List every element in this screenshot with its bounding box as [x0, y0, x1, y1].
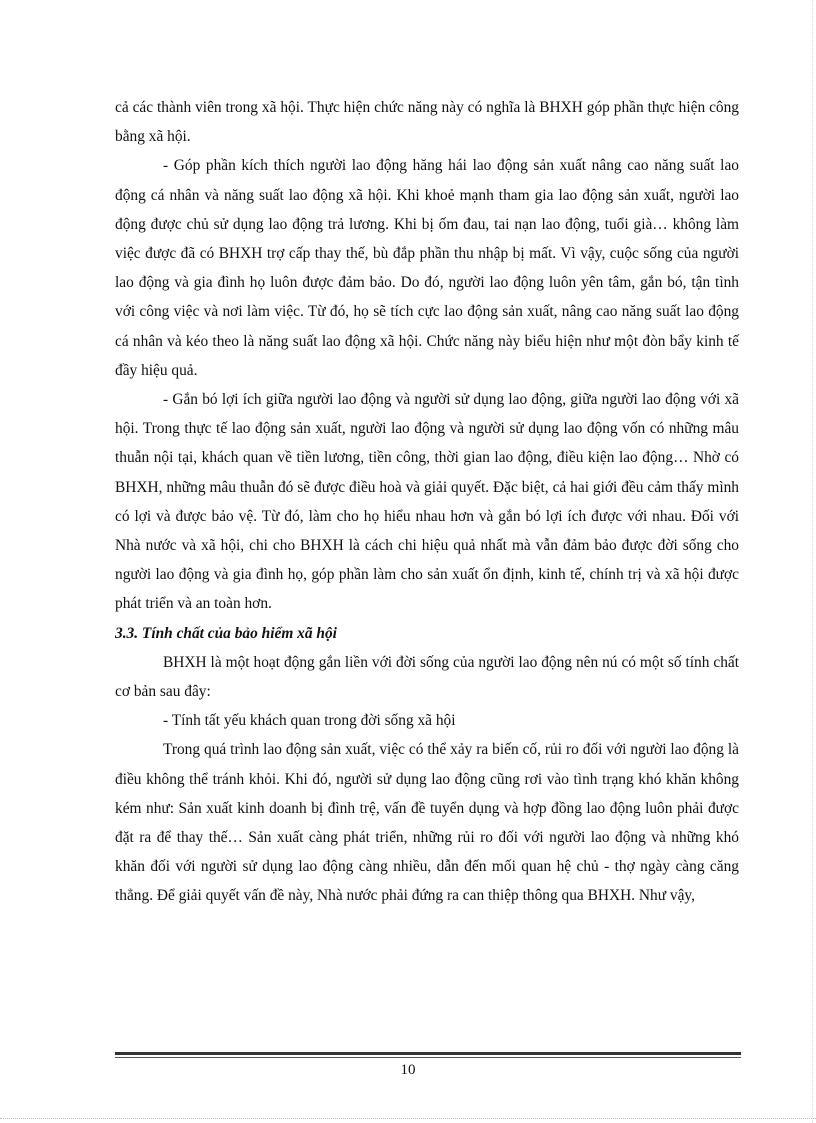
section-heading: 3.3. Tính chất của bảo hiểm xã hội [115, 624, 337, 642]
page-edge [0, 1118, 816, 1119]
document-body [115, 93, 739, 911]
paragraph-bullet: - Tính tất yếu khách quan trong đời sống xã hội [163, 712, 456, 730]
page-number: 10 [400, 1062, 416, 1078]
paragraph-intro: BHXH là một hoạt động gắn liền với đời sống của người lao động nên nú có một số tính chất cơ bản sau đây: [115, 653, 739, 701]
paragraph-continuation: cả các thành viên trong xã hội. Thực hiện chức năng này có nghĩa là BHXH góp phần thực hiện công bằng xã hội. [115, 99, 739, 146]
paragraph-productivity: - Góp phần kích thích người lao động hăng hái lao động sản xuất nâng cao năng suất lao động cá nhân và năng suất lao động xã hội. Khi khoẻ mạnh tham gia lao động sản xuất, người lao động được chủ sử dụng lao động trả lương. Khi bị ốm đau, tai nạn lao động, tuổi già… không làm việc được đã có BHXH trợ cấp thay thế, bù đắp phần thu nhập bị mất. Vì vậy, cuộc sống của người lao động và gia đình họ luôn được đảm bảo. Do đó, người lao động luôn yên tâm, gắn bó, tận tình với công việc và nơi làm việc. Từ đó, họ sẽ tích cực lao động sản xuất, nâng cao năng suất lao động cá nhân và kéo theo là năng suất lao động xã hội. Chức năng này biểu hiện như một đòn bẩy kinh tế đầy hiệu quả. [115, 157, 739, 379]
footer-rule [115, 1052, 741, 1058]
page-side-edge [812, 0, 813, 1123]
paragraph-interest-link: - Gắn bó lợi ích giữa người lao động và người sử dụng lao động, giữa người lao động với xã hội. Trong thực tế lao động sản xuất, người lao động và người sử dụng lao động vốn có những mâu thuẫn nội tại, khách quan về tiền lương, tiền công, thời gian lao động, điều kiện lao động… Nhờ có BHXH, những mâu thuẫn đó sẽ được điều hoà và giải quyết. Đặc biệt, cả hai giới đều cảm thấy mình có lợi và được bảo vệ. Từ đó, làm cho họ hiểu nhau hơn và gắn bó lợi ích được với nhau. Đối với Nhà nước và xã hội, chi cho BHXH là cách chi hiệu quả nhất mà vẫn đảm bảo được đời sống cho người lao động và gia đình họ, góp phần làm cho sản xuất ổn định, kinh tế, chính trị và xã hội được phát triển và an toàn hơn. [115, 391, 739, 613]
paragraph-objective: Trong quá trình lao động sản xuất, việc có thể xảy ra biến cố, rủi ro đối với người lao động là điều không thể tránh khỏi. Khi đó, người sử dụng lao động cũng rơi vào tình trạng khó khăn không kém như: Sản xuất kinh doanh bị đình trệ, vấn đề tuyển dụng và hợp đồng lao động luôn phải được đặt ra để thay thế… Sản xuất càng phát triển, những rủi ro đối với người lao động và những khó khăn đối với người sử dụng lao động càng nhiều, dẫn đến mối quan hệ chủ - thợ ngày càng căng thẳng. Để giải quyết vấn đề này, Nhà nước phải đứng ra can thiệp thông qua BHXH. Như vậy, [115, 741, 739, 905]
